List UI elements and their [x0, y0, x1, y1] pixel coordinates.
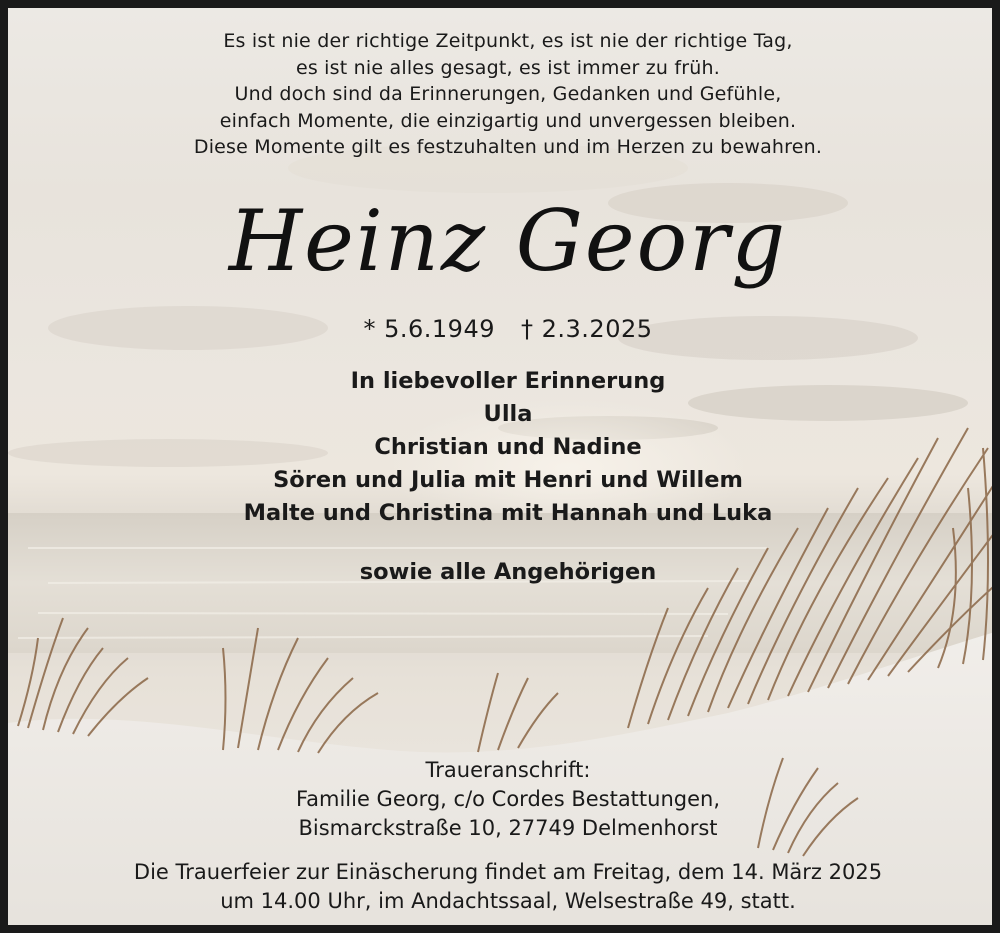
poem-line: es ist nie alles gesagt, es ist immer zu früh. — [295, 56, 721, 79]
mourning-address — [8, 756, 1000, 843]
life-dates — [8, 313, 1000, 345]
mourner-name: Malte und Christina mit Hannah und Luka — [243, 500, 773, 526]
mourner-name: Ulla — [483, 401, 533, 427]
funeral-line: Die Trauerfeier zur Einäscherung findet am Freitag, dem 14. März 2025 — [133, 860, 883, 884]
funeral-line: um 14.00 Uhr, im Andachtssaal, Welsestraße 49, statt. — [220, 889, 796, 913]
deceased-name: Heinz Georg — [228, 192, 788, 290]
address-label: Traueranschrift: — [425, 758, 591, 782]
poem-line: Es ist nie der richtige Zeitpunkt, es ist nie der richtige Tag, — [223, 30, 793, 52]
funeral-notice — [8, 858, 1000, 916]
address-line: Bismarckstraße 10, 27749 Delmenhorst — [298, 816, 718, 840]
mourner-name: Sören und Julia mit Henri und Willem — [273, 467, 743, 493]
mourner-name: Christian und Nadine — [374, 434, 642, 460]
poem-line: Und doch sind da Erinnerungen, Gedanken und Gefühle, — [234, 83, 782, 105]
poem — [8, 28, 1000, 161]
birth-date: * 5.6.1949 — [363, 315, 495, 343]
other-relatives: sowie alle Angehörigen — [359, 559, 657, 585]
mourners — [8, 365, 1000, 589]
mourners-intro: In liebevoller Erinnerung — [350, 368, 666, 394]
address-line: Familie Georg, c/o Cordes Bestattungen, — [295, 787, 721, 811]
death-date: † 2.3.2025 — [521, 315, 653, 343]
poem-line: Diese Momente gilt es festzuhalten und im Herzen zu bewahren. — [193, 136, 823, 158]
poem-line: einfach Momente, die einzigartig und unvergessen bleiben. — [219, 109, 797, 132]
